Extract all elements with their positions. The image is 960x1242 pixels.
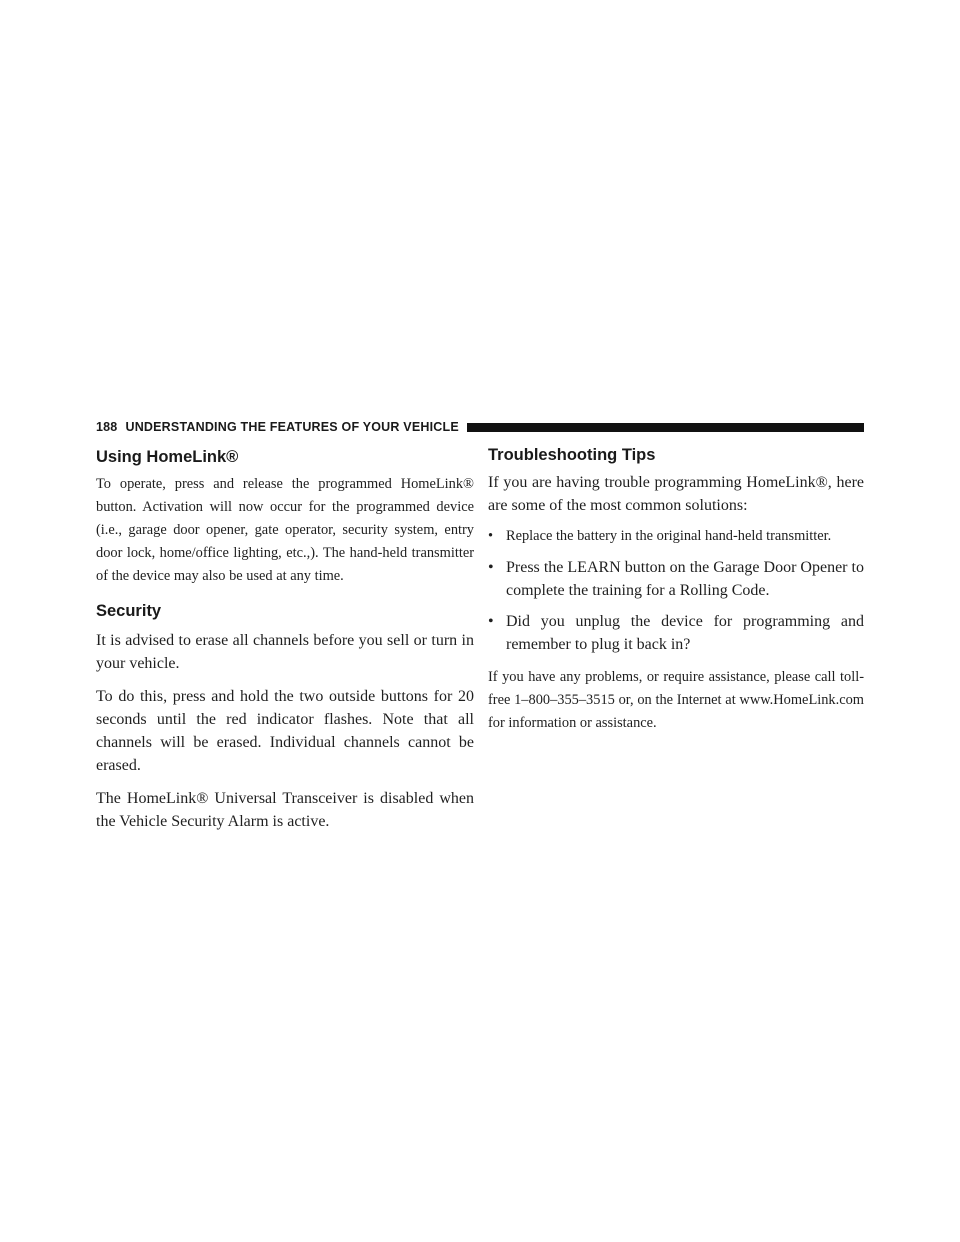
heading-security: Security: [96, 602, 162, 620]
paragraph-erase-steps: To do this, press and hold the two outside buttons for 20 seconds until the red indicator flashes. Note that all channels will be erased. Individual channels cannot be erased.: [96, 688, 474, 774]
paragraph-assistance: If you have any problems, or require assistance, please call toll-free 1–800–355–3515 or, on the Internet at www.HomeLink.com for information or assistance.: [488, 669, 864, 731]
list-item: [488, 525, 864, 548]
bullet-icon: •: [488, 559, 494, 576]
paragraph-disabled-alarm: The HomeLink® Universal Transceiver is disabled when the Vehicle Security Alarm is active.: [96, 790, 474, 830]
list-item: [488, 556, 864, 602]
list-item: [488, 610, 864, 656]
heading-troubleshooting: Troubleshooting Tips: [488, 446, 656, 464]
section-title: UNDERSTANDING THE FEATURES OF YOUR VEHICLE: [125, 420, 459, 434]
page-number: 188: [96, 420, 118, 434]
list-item-text: Replace the battery in the original hand-held transmitter.: [506, 528, 832, 544]
right-column: [488, 440, 864, 735]
list-item-text: Did you unplug the device for programming and remember to plug it back in?: [506, 613, 864, 653]
header-rule: [467, 423, 864, 432]
left-column: [96, 440, 474, 833]
troubleshooting-list: [488, 525, 864, 656]
list-item-text: Press the LEARN button on the Garage Door Opener to complete the training for a Rolling Code.: [506, 559, 864, 599]
paragraph-operate: To operate, press and release the programmed HomeLink® button. Activation will now occur for the programmed device (i.e., garage door opener, gate operator, security system, entry door lock, home/office lighting, etc.,). The hand-held transmitter of the device may also be used at any time.: [96, 476, 474, 584]
paragraph-troubleshooting-intro: If you are having trouble programming HomeLink®, here are some of the most common solutions:: [488, 474, 864, 514]
paragraph-erase-advice: It is advised to erase all channels before you sell or turn in your vehicle.: [96, 632, 474, 672]
bullet-icon: •: [488, 528, 494, 544]
bullet-icon: •: [488, 613, 494, 630]
page-header: [96, 416, 864, 438]
heading-using-homelink: Using HomeLink®: [96, 448, 239, 466]
